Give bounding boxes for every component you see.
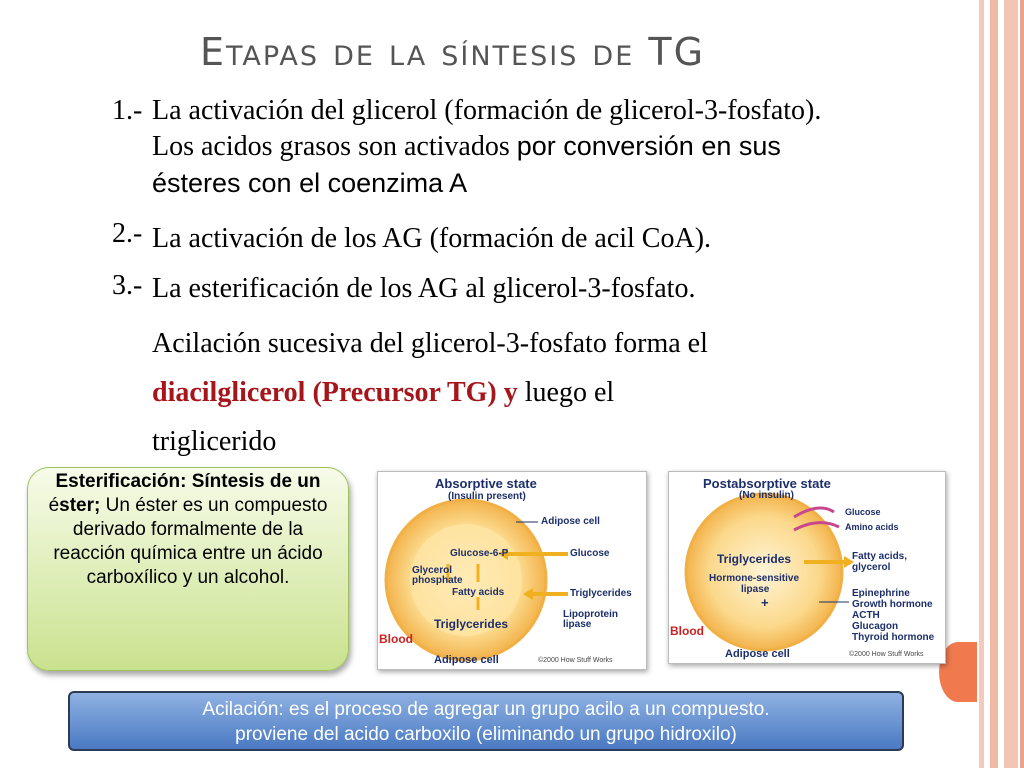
slide-title: Etapas de la síntesis de TG [200, 30, 706, 74]
step-text: ésteres con el coenzima A [152, 168, 468, 198]
step-text [152, 131, 781, 163]
acylation-text: triglicerido [152, 426, 277, 457]
label: Fatty acids, [852, 551, 908, 562]
figure-postabsorptive-state [668, 471, 946, 664]
label: Lipoprotein [563, 609, 618, 620]
acylation-text-part: luego el [517, 377, 615, 408]
esterification-callout [27, 467, 349, 671]
figure-subtitle: (No insulin) [739, 490, 794, 501]
label: Glucose [845, 507, 881, 517]
step-text: La esterificación de los AG al glicerol-3-fosfato. [152, 273, 696, 304]
label: Glucose [570, 548, 610, 559]
credit: ©2000 How Stuff Works [849, 651, 924, 658]
label: Thyroid hormone [852, 632, 935, 643]
step-number: 3.- [112, 270, 143, 301]
decor-stripe [990, 0, 998, 768]
label: Triglycerides [570, 588, 632, 599]
blood-label: Blood [379, 632, 413, 646]
callout-bold: Esterificación: Síntesis de un [55, 471, 321, 492]
label: Triglycerides [717, 552, 792, 566]
label: Glucose-6-P [450, 548, 509, 559]
label: ACTH [852, 610, 880, 621]
callout-bold: ster; [59, 495, 101, 516]
blood-label: Blood [670, 624, 704, 638]
step-text: La activación de los AG (formación de acil CoA). [152, 223, 712, 254]
label: Glycerol [412, 565, 453, 576]
label: lipase [741, 584, 770, 595]
label: + [761, 595, 769, 610]
figure-absorptive-state [377, 471, 647, 670]
definition-line: Acilación: es el proceso de agregar un grupo acilo a un compuesto. [202, 699, 770, 720]
acylation-red: diacilglicerol (Precursor TG) y [152, 377, 518, 408]
step-number: 1.- [112, 95, 143, 126]
label: phosphate [412, 575, 463, 586]
acylation-text: Acilación sucesiva del glicerol-3-fosfato forma el [152, 328, 708, 359]
definition-line: proviene del acido carboxilo (eliminando un grupo hidroxilo) [235, 724, 737, 745]
label: Glucagon [852, 621, 899, 632]
acylation-text [152, 377, 614, 409]
step-text-part: por conversión en sus [516, 131, 781, 161]
label: lipase [563, 619, 592, 630]
step-text: La activación del glicerol (formación de glicerol-3-fosfato). [152, 95, 822, 126]
figure-subtitle: (Insulin present) [448, 491, 526, 502]
callout-text: Un éster es un compuesto derivado formalmente de la reacción química entre un ácido carboxílico y un alcohol. [53, 495, 328, 588]
label: glycerol [852, 562, 891, 573]
label: Epinephrine [852, 588, 910, 599]
acylation-definition-box [68, 691, 904, 751]
label: Hormone-sensitive [709, 573, 800, 584]
step-text-part: Los acidos grasos son activados [152, 131, 517, 162]
decor-stripe [1020, 0, 1024, 768]
decor-stripe [1004, 0, 1018, 768]
figure-title: Absorptive state [435, 476, 537, 491]
label: Adipose cell [541, 516, 600, 527]
figure-title: Postabsorptive state [703, 476, 831, 491]
label: Amino acids [845, 522, 899, 532]
step-number: 2.- [112, 218, 143, 249]
callout-text: é [48, 495, 60, 516]
credit: ©2000 How Stuff Works [538, 657, 613, 664]
label: Adipose cell [725, 648, 790, 660]
label: Growth hormone [852, 599, 933, 610]
label: Fatty acids [452, 587, 505, 598]
label: Adipose cell [434, 654, 499, 666]
label: Triglycerides [434, 617, 509, 631]
decor-stripe [979, 0, 984, 768]
